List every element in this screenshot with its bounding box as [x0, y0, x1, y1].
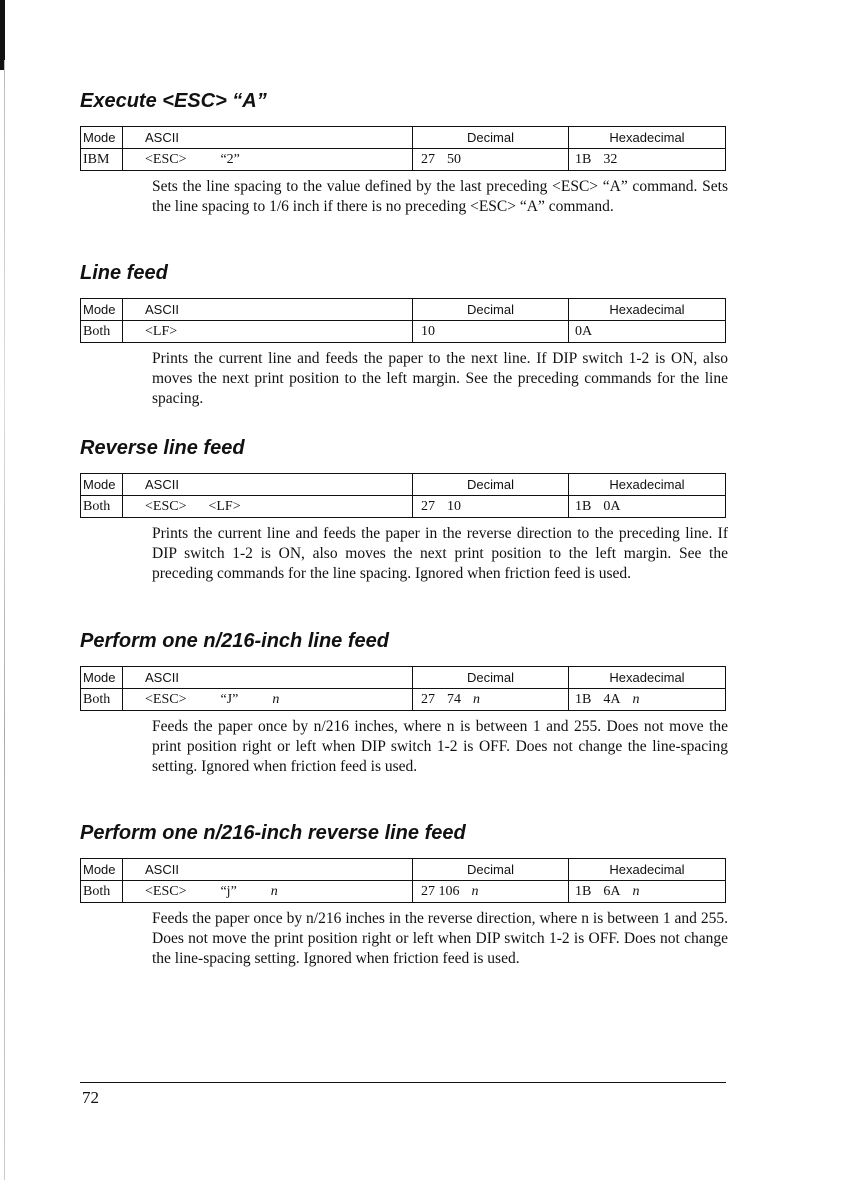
section-n216-reverse-line-feed [80, 820, 728, 969]
ascii-token: “J” [220, 691, 239, 707]
section-description: Feeds the paper once by n/216 inches, where n is between 1 and 255. Does not move the print position right or left when DIP switch 1-2 is OFF. Does not change the line-spacing setting. Ignored when friction feed is used. [152, 718, 728, 775]
section-reverse-line-feed [80, 435, 728, 584]
section-description: Prints the current line and feeds the paper in the reverse direction to the preceding line. If DIP switch 1-2 is ON, also moves the next print position to the left margin. See the preceding commands for the line spacing. Ignored when friction feed is used. [152, 525, 728, 582]
decimal-cell [413, 496, 569, 518]
hex-cell [569, 321, 726, 343]
section-heading: Reverse line feed [80, 437, 245, 459]
ascii-token: n [270, 883, 278, 899]
header-ascii: ASCII [123, 667, 413, 689]
ascii-token: <ESC> [145, 498, 187, 514]
hex-token: 1B [575, 883, 592, 899]
mode-cell: Both [81, 881, 123, 903]
hex-token: 1B [575, 151, 592, 167]
header-hex: Hexadecimal [569, 127, 726, 149]
ascii-token: <ESC> [145, 883, 187, 899]
decimal-token: 74 [447, 691, 461, 707]
ascii-token: <ESC> [145, 151, 187, 167]
decimal-token: 27 [421, 151, 435, 167]
hex-token: n [632, 691, 640, 707]
ascii-token: <LF> [145, 323, 178, 339]
header-ascii: ASCII [123, 127, 413, 149]
decimal-token: 27 106 [421, 883, 460, 899]
command-table [80, 858, 726, 903]
header-hex: Hexadecimal [569, 474, 726, 496]
decimal-cell [413, 881, 569, 903]
hex-cell [569, 689, 726, 711]
decimal-token: 27 [421, 498, 435, 514]
hex-cell [569, 149, 726, 171]
hex-token: 1B [575, 691, 592, 707]
ascii-cell [123, 496, 413, 518]
ascii-cell [123, 881, 413, 903]
mode-cell: Both [81, 496, 123, 518]
hex-token: 0A [603, 498, 621, 514]
hex-token: 6A [603, 883, 621, 899]
header-decimal: Decimal [413, 859, 569, 881]
header-decimal: Decimal [413, 474, 569, 496]
command-table [80, 298, 726, 343]
section-heading: Execute <ESC> “A” [80, 90, 267, 112]
command-table [80, 473, 726, 518]
page-number: 72 [82, 1088, 99, 1107]
footer-rule [80, 1082, 726, 1083]
decimal-token: 50 [447, 151, 461, 167]
section-execute-esc-a [80, 88, 728, 217]
header-mode: Mode [81, 667, 123, 689]
header-ascii: ASCII [123, 299, 413, 321]
decimal-token: 27 [421, 691, 435, 707]
ascii-token: <LF> [208, 498, 241, 514]
ascii-cell [123, 689, 413, 711]
decimal-cell [413, 689, 569, 711]
header-hex: Hexadecimal [569, 667, 726, 689]
hex-token: 32 [603, 151, 618, 167]
section-line-feed [80, 260, 728, 409]
section-description: Feeds the paper once by n/216 inches in the reverse direction, where n is between 1 and 255. Does not move the print position right or left when DIP switch 1-2 is OFF. Does not change the line-spacing setting. Ignored when friction feed is used. [152, 910, 728, 967]
section-description: Prints the current line and feeds the paper to the next line. If DIP switch 1-2 is ON, also moves the next print position to the left margin. See the preceding commands for the line spacing. [152, 350, 728, 407]
decimal-token: n [473, 691, 480, 707]
header-ascii: ASCII [123, 859, 413, 881]
section-heading: Line feed [80, 262, 168, 284]
header-mode: Mode [81, 299, 123, 321]
ascii-token: n [272, 691, 280, 707]
mode-cell: Both [81, 321, 123, 343]
header-mode: Mode [81, 474, 123, 496]
hex-cell [569, 881, 726, 903]
ascii-token: “2” [220, 151, 240, 167]
section-heading: Perform one n/216-inch line feed [80, 630, 389, 652]
header-decimal: Decimal [413, 127, 569, 149]
ascii-token: <ESC> [145, 691, 187, 707]
decimal-token: 10 [421, 323, 435, 339]
decimal-token: 10 [447, 498, 461, 514]
header-mode: Mode [81, 859, 123, 881]
ascii-cell [123, 321, 413, 343]
hex-cell [569, 496, 726, 518]
section-heading: Perform one n/216-inch reverse line feed [80, 822, 466, 844]
section-n216-line-feed [80, 628, 728, 777]
header-decimal: Decimal [413, 299, 569, 321]
page-edge [4, 60, 5, 1180]
section-description: Sets the line spacing to the value defined by the last preceding <ESC> “A” command. Sets the line spacing to 1/6 inch if there is no preceding <ESC> “A” command. [152, 178, 728, 215]
mode-cell: Both [81, 689, 123, 711]
decimal-token: n [471, 883, 479, 899]
header-mode: Mode [81, 127, 123, 149]
hex-token: n [632, 883, 640, 899]
header-decimal: Decimal [413, 667, 569, 689]
command-table [80, 666, 726, 711]
ascii-token: “j” [220, 883, 237, 899]
header-hex: Hexadecimal [569, 859, 726, 881]
command-table [80, 126, 726, 171]
hex-token: 4A [603, 691, 621, 707]
mode-cell: IBM [81, 149, 123, 171]
header-ascii: ASCII [123, 474, 413, 496]
hex-token: 0A [575, 323, 593, 339]
header-hex: Hexadecimal [569, 299, 726, 321]
decimal-cell [413, 321, 569, 343]
hex-token: 1B [575, 498, 592, 514]
ascii-cell [123, 149, 413, 171]
decimal-cell [413, 149, 569, 171]
